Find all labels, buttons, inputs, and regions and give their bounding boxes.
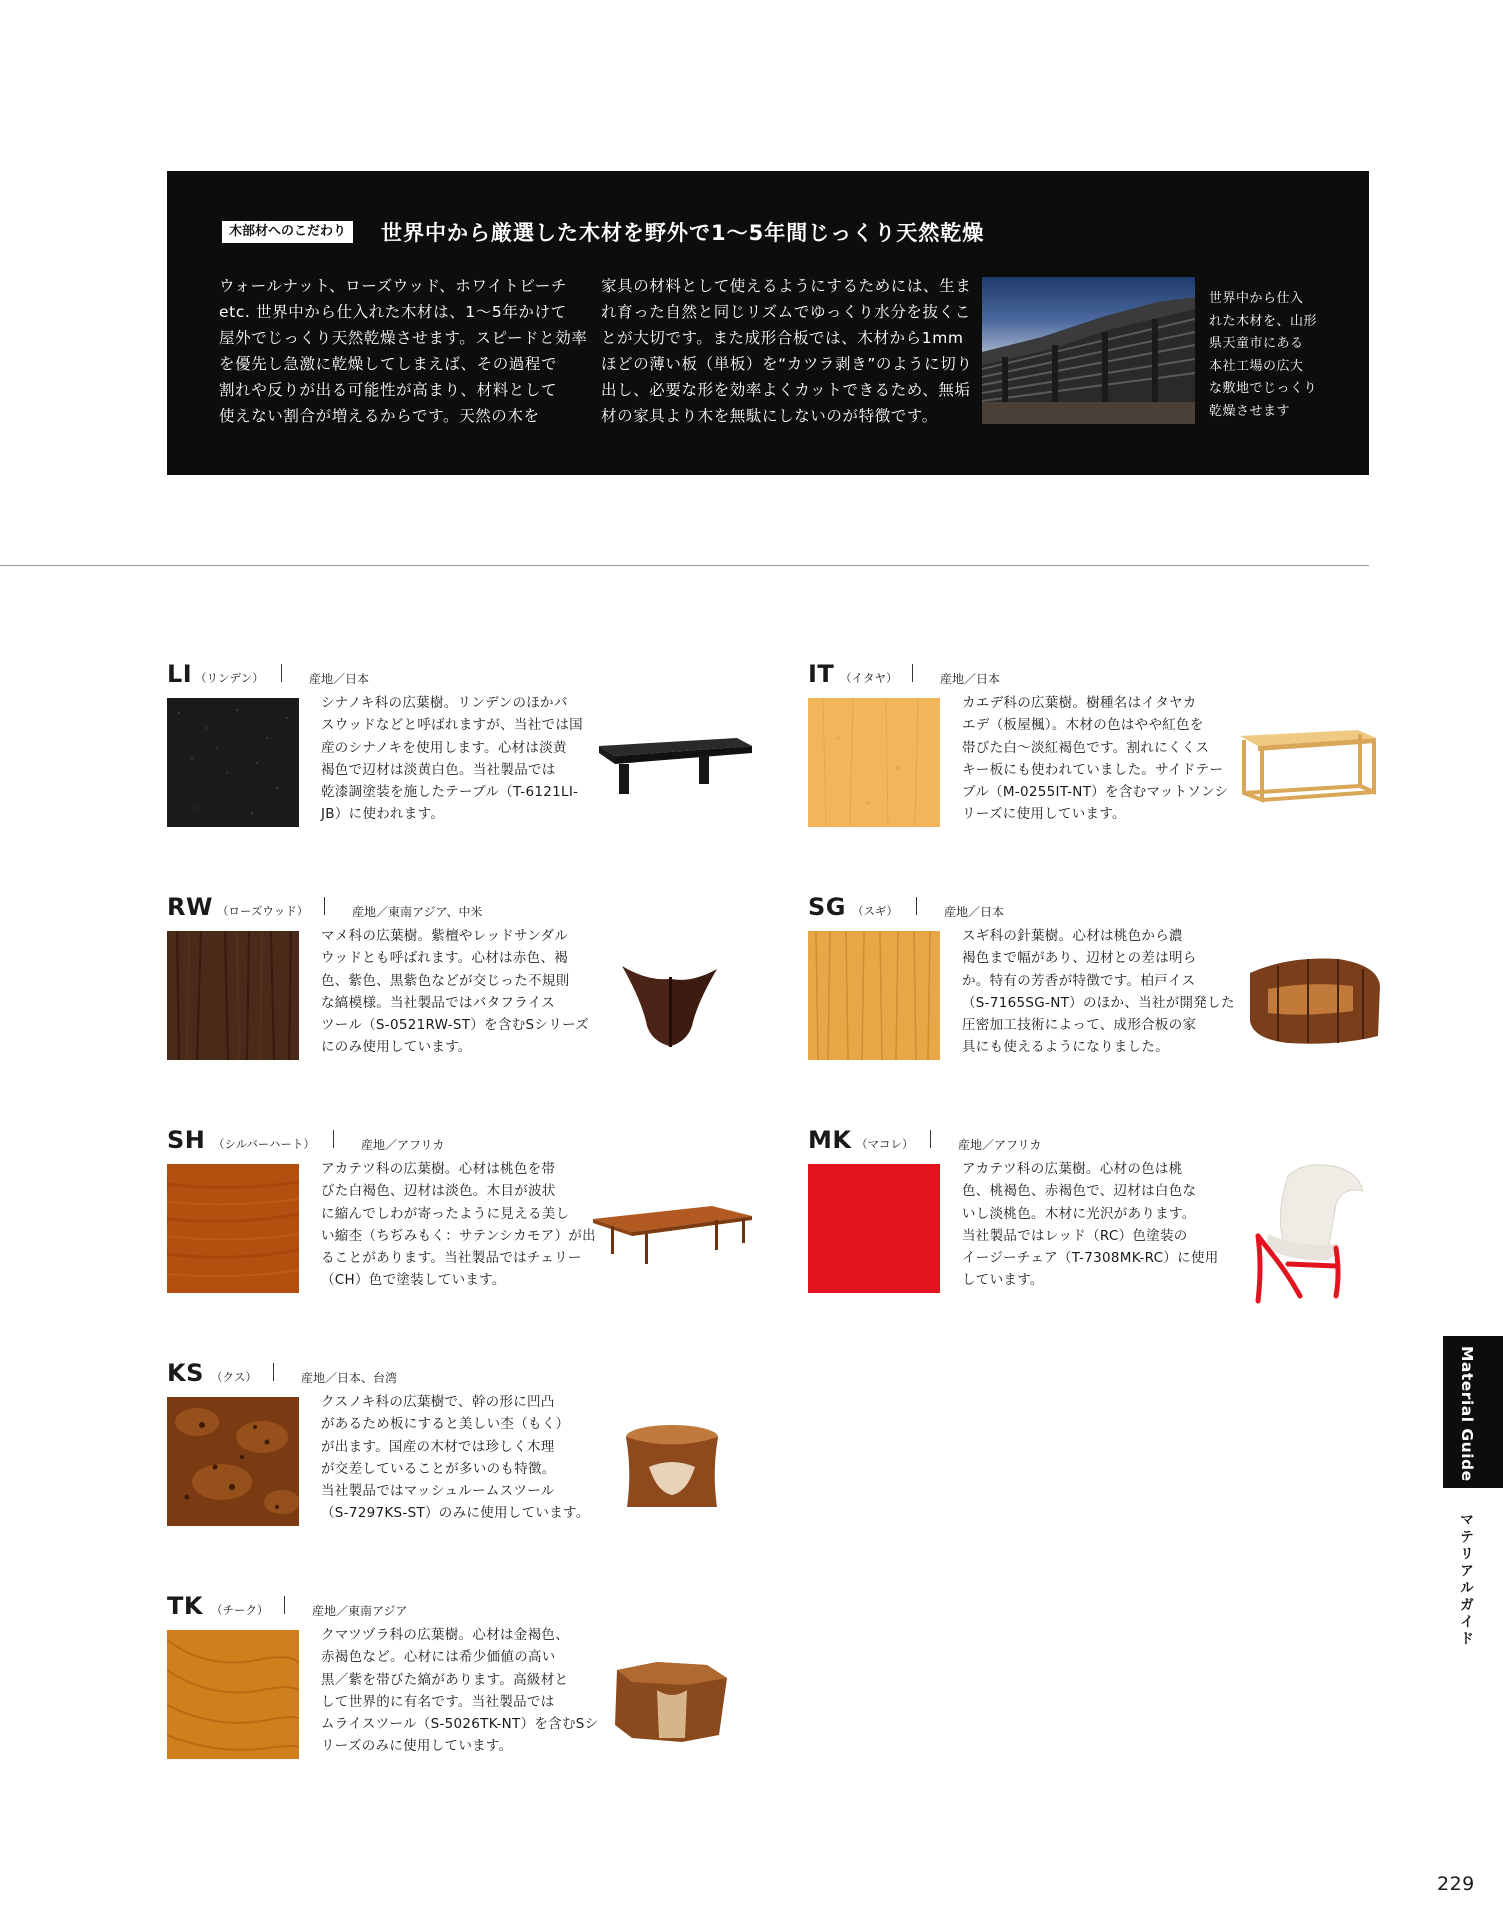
desc-line: 産のシナノキを使用します。心材は淡黄 (321, 739, 567, 756)
caption-line: な敷地でじっくり (1209, 381, 1318, 396)
material-entry-sh (167, 1126, 767, 1326)
product-photo-mushroom-stool (587, 1397, 757, 1526)
desc-line: 色、紫色、黒紫色などが交じった不規則 (321, 972, 570, 989)
material-code: MK (808, 1126, 852, 1154)
desc-line: クスノキ科の広葉樹で、幹の形に凹凸 (321, 1394, 555, 1410)
material-kana: （スギ） (852, 904, 898, 918)
caption-line: 本社工場の広大 (1209, 358, 1304, 374)
caption-line: 県天童市にある (1209, 336, 1304, 351)
material-code: SH (167, 1126, 206, 1154)
material-entry-sg (808, 893, 1408, 1093)
desc-line: アカテツ科の広葉樹。心材は桃色を帯 (321, 1161, 556, 1177)
desc-line: ツール（S-0521RW-ST）を含むSシリーズ (321, 1017, 589, 1034)
desc-line: に縮んでしわが寄ったように見える美し (321, 1205, 570, 1222)
desc-line: キー板にも使われていました。サイドテー (962, 761, 1224, 778)
separator (324, 897, 325, 915)
desc-line: JB）に使われます。 (321, 806, 445, 823)
separator (281, 664, 282, 682)
desc-line: か。特有の芳香が特徴です。柏戸イス (962, 972, 1196, 989)
material-description (962, 925, 1235, 1059)
material-kana: （マコレ） (856, 1137, 914, 1151)
material-entry-mk (808, 1126, 1408, 1326)
wood-swatch-ks (167, 1397, 299, 1526)
intro-tag: 木部材へのこだわり (222, 221, 353, 243)
desc-line: な縞模様。当社製品ではバタフライス (321, 994, 556, 1011)
intro-photo-caption (1209, 288, 1359, 423)
separator (912, 664, 913, 682)
wood-swatch-it (808, 698, 940, 827)
wood-swatch-tk (167, 1630, 299, 1759)
intro-column-1 (219, 273, 588, 429)
lumber-yard-photo (982, 277, 1195, 424)
intro-panel (167, 171, 1369, 475)
product-photo-murai-stool (587, 1630, 757, 1759)
material-code: RW (167, 893, 213, 921)
intro-column-2 (601, 273, 973, 429)
desc-line: 具にも使えるようになりました。 (962, 1039, 1169, 1056)
text-line: ウォールナット、ローズウッド、ホワイトビーチ (219, 277, 568, 295)
desc-line: 当社製品ではレッド（RC）色塗装の (962, 1227, 1188, 1244)
material-kana: （ローズウッド） (217, 904, 309, 918)
material-origin: 産地／アフリカ (958, 1138, 1042, 1152)
product-photo-side-table (1228, 698, 1398, 827)
desc-line: スギ科の針葉樹。心材は桃色から濃 (962, 928, 1183, 944)
wood-swatch-mk (808, 1164, 940, 1293)
desc-line: があるため板にすると美しい杢（もく） (321, 1416, 570, 1433)
caption-line: 乾燥させます (1209, 403, 1291, 419)
separator (284, 1596, 285, 1614)
desc-line: 褐色まで幅があり、辺材との差は明ら (962, 950, 1197, 967)
material-kana: （クス） (211, 1370, 257, 1384)
product-photo-table (587, 698, 757, 827)
text-line: 家具の材料として使えるようにするためには、生ま (601, 277, 972, 295)
desc-line: イージーチェア（T-7308MK-RC）に使用 (962, 1250, 1219, 1267)
desc-line: い縮杢（ちぢみもく：サテンシカモア）が出 (321, 1227, 596, 1244)
wood-swatch-li (167, 698, 299, 827)
desc-line: 黒／紫を帯びた縞があります。高級材と (321, 1671, 569, 1688)
separator (930, 1130, 931, 1148)
desc-line: 乾漆調塗装を施したテーブル（T-6121LI- (321, 784, 579, 801)
desc-line: シナノキ科の広葉樹。リンデンのほかバ (321, 695, 568, 711)
text-line: 屋外でじっくり天然乾燥させます。スピードと効率 (219, 329, 588, 347)
desc-line: マメ科の広葉樹。紫檀やレッドサンダル (321, 928, 569, 944)
desc-line: 褐色で辺材は淡黄白色。当社製品では (321, 761, 556, 778)
material-kana: （リンデン） (195, 671, 264, 685)
desc-line: いし淡桃色。木材に光沢があります。 (962, 1205, 1196, 1222)
desc-line: ムライスツール（S-5026TK-NT）を含むSシ (321, 1716, 599, 1733)
material-code: KS (167, 1359, 204, 1387)
material-code: LI (167, 660, 193, 688)
material-description (962, 692, 1229, 826)
product-photo-easy-chair (1228, 1156, 1398, 1306)
text-line: 使えない割合が増えるからです。天然の木を (219, 407, 540, 425)
desc-line: スウッドなどと呼ばれますが、当社では国 (321, 717, 583, 734)
desc-line: 赤褐色など。心材には希少価値の高い (321, 1649, 556, 1666)
text-line: とが大切です。また成形合板では、木材から1mm (601, 329, 964, 347)
desc-line: 当社製品ではマッシュルームスツール (321, 1483, 555, 1500)
desc-line: が出ます。国産の木材では珍しく木理 (321, 1438, 555, 1455)
text-line: etc. 世界中から仕入れた木材は、1〜5年かけて (219, 303, 567, 321)
material-entry-ks (167, 1359, 767, 1559)
desc-line: アカテツ科の広葉樹。心材の色は桃 (962, 1161, 1183, 1177)
section-tab-japanese: マテリアルガイド (1458, 1512, 1474, 1648)
material-description (962, 1158, 1222, 1292)
desc-line: 圧密加工技術によって、成形合板の家 (962, 1017, 1197, 1034)
material-origin: 産地／東南アジア (312, 1604, 408, 1618)
material-origin: 産地／日本 (940, 672, 1001, 686)
material-origin: 産地／日本、台湾 (301, 1371, 398, 1385)
section-tab-label: Material Guide (1458, 1346, 1476, 1482)
text-line: を優先し急激に乾燥してしまえば、その過程で (219, 355, 558, 373)
desc-line: にのみ使用しています。 (321, 1039, 472, 1056)
desc-line: 帯びた白〜淡紅褐色です。割れにくくス (962, 739, 1210, 756)
text-line: 材の家具より木を無駄にしないのが特徴です。 (601, 407, 938, 425)
product-photo-dining-table (587, 1164, 757, 1293)
material-origin: 産地／日本 (309, 672, 370, 686)
material-entry-li (167, 660, 767, 860)
page-number: 229 (1437, 1873, 1475, 1895)
desc-line: クマツヅラ科の広葉樹。心材は金褐色、 (321, 1627, 569, 1643)
wood-swatch-sh (167, 1164, 299, 1293)
material-entry-rw (167, 893, 767, 1093)
product-photo-kashiwado-chair (1228, 931, 1398, 1060)
desc-line: びた白褐色、辺材は淡色。木目が波状 (321, 1183, 556, 1200)
text-line: れ育った自然と同じリズムでゆっくり水分を抜くこ (601, 303, 971, 321)
material-description (321, 1624, 599, 1758)
material-origin: 産地／アフリカ (361, 1138, 445, 1152)
material-code: SG (808, 893, 846, 921)
material-description (321, 925, 589, 1059)
separator (333, 1130, 334, 1148)
separator (273, 1363, 274, 1381)
material-origin: 産地／東南アジア、中米 (352, 905, 483, 919)
desc-line: リーズに使用しています。 (962, 806, 1126, 823)
caption-line: れた木材を、山形 (1209, 313, 1318, 329)
material-description (321, 692, 581, 826)
desc-line: しています。 (962, 1272, 1044, 1289)
wood-swatch-rw (167, 931, 299, 1060)
material-code: IT (808, 660, 835, 688)
desc-line: して世界的に有名です。当社製品では (321, 1693, 555, 1710)
text-line: ほどの薄い板（単板）を“カツラ剥き”のように切り (601, 355, 973, 373)
material-origin: 産地／日本 (944, 905, 1005, 919)
product-photo-butterfly-stool (587, 931, 757, 1060)
material-kana: （イタヤ） (840, 671, 898, 685)
desc-line: 色、桃褐色、赤褐色で、辺材は白色な (962, 1183, 1197, 1200)
desc-line: （S-7165SG-NT）のほか、当社が開発した (962, 994, 1235, 1011)
material-code: TK (167, 1592, 203, 1620)
material-kana: （チーク） (211, 1603, 269, 1617)
text-line: 割れや反りが出る可能性が高まり、材料として (219, 381, 558, 399)
material-kana: （シルバーハート） (213, 1137, 315, 1151)
text-line: 出し、必要な形を効率よくカットできるため、無垢 (601, 381, 971, 399)
wood-swatch-sg (808, 931, 940, 1060)
desc-line: ることがあります。当社製品ではチェリー (321, 1250, 582, 1267)
intro-heading: 世界中から厳選した木材を野外で1〜5年間じっくり天然乾燥 (381, 221, 985, 245)
material-description (321, 1391, 590, 1525)
desc-line: ブル（M-0255IT-NT）を含むマットソンシ (962, 784, 1229, 801)
separator (916, 897, 917, 915)
desc-line: （CH）色で塗装しています。 (321, 1272, 506, 1289)
desc-line: エデ（板屋楓）。木材の色はやや紅色を (962, 717, 1204, 734)
desc-line: （S-7297KS-ST）のみに使用しています。 (321, 1505, 590, 1522)
desc-line: カエデ科の広葉樹。樹種名はイタヤカ (962, 695, 1197, 711)
desc-line: リーズのみに使用しています。 (321, 1738, 513, 1755)
desc-line: が交差していることが多いのも特徴。 (321, 1460, 556, 1477)
material-description (321, 1158, 596, 1292)
material-entry-it (808, 660, 1408, 860)
material-entry-tk (167, 1592, 767, 1792)
caption-line: 世界中から仕入 (1209, 291, 1304, 306)
section-divider (0, 565, 1369, 566)
desc-line: ウッドとも呼ばれます。心材は赤色、褐 (321, 950, 569, 967)
